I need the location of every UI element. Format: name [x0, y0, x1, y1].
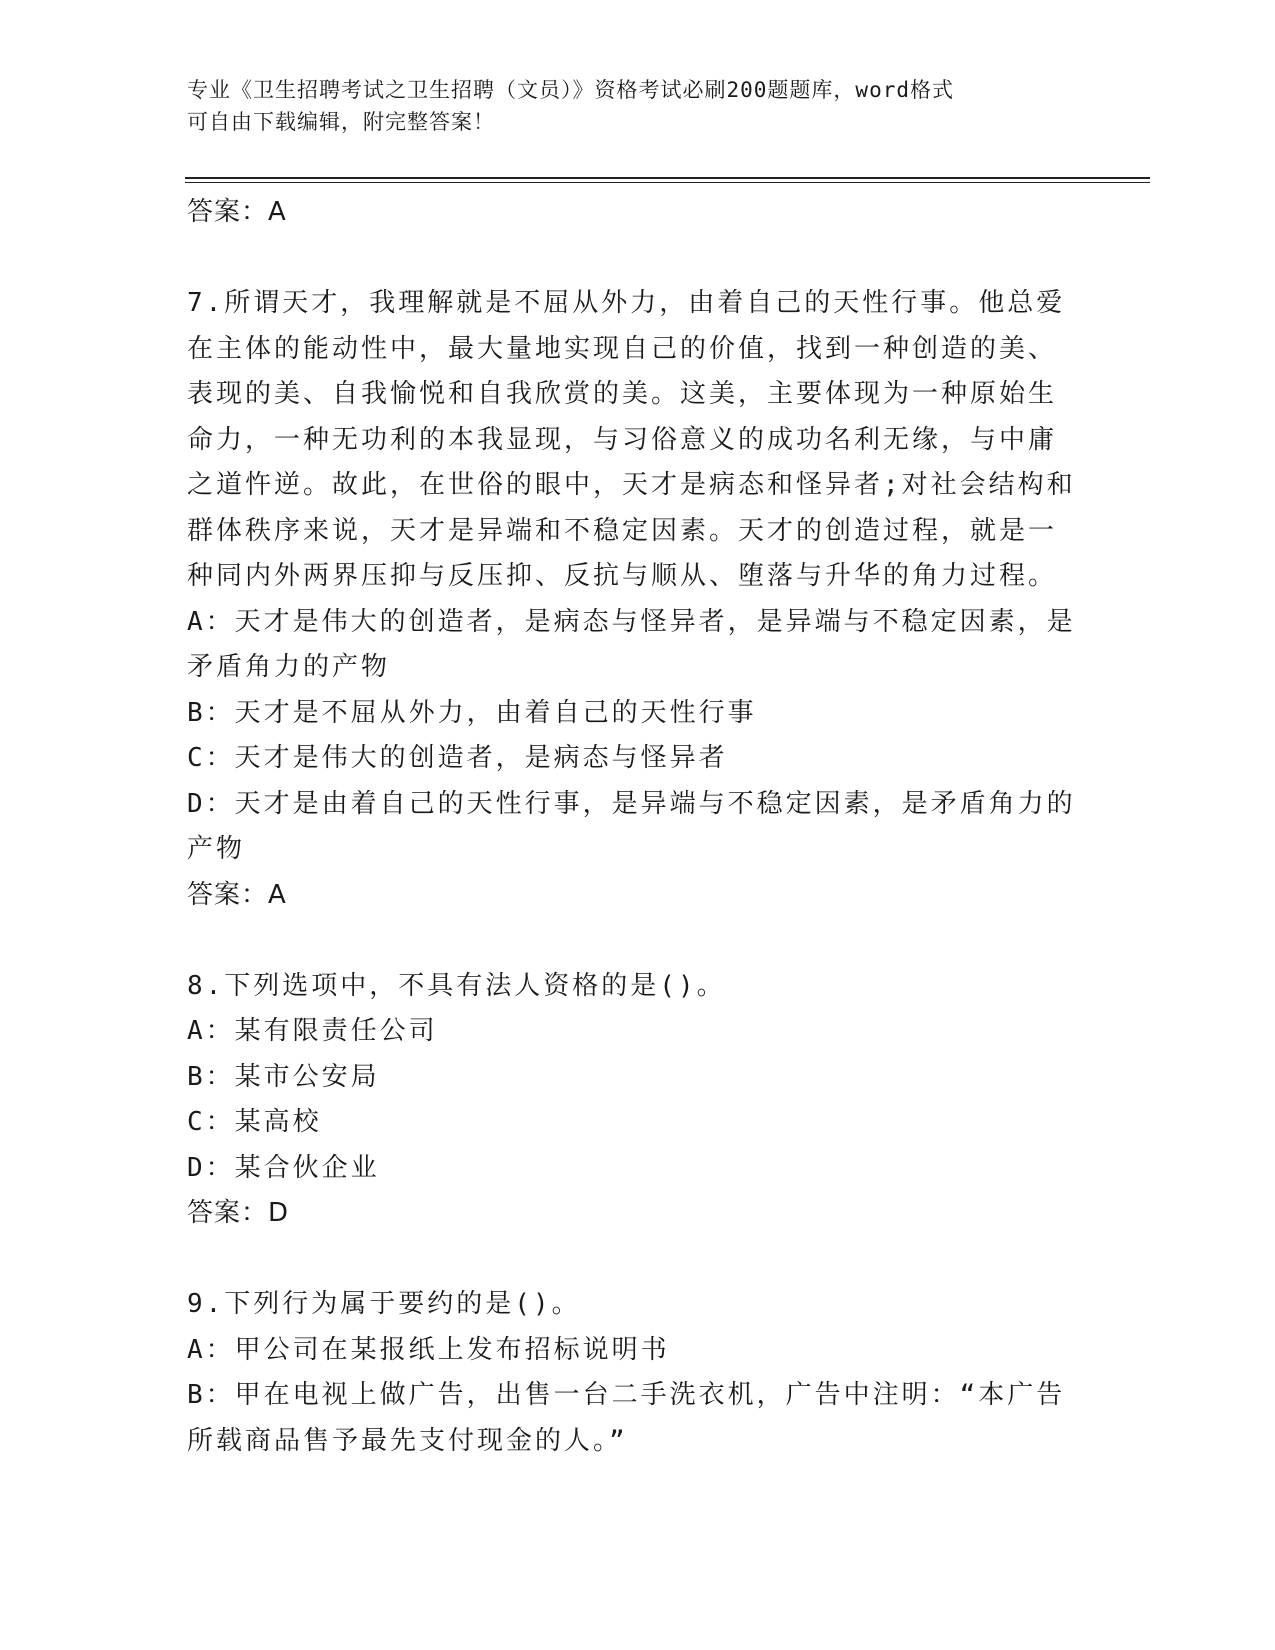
answer-prev: 答案：A — [187, 197, 287, 227]
spacer — [187, 1237, 1087, 1283]
document-body — [187, 190, 1087, 1464]
question-9-option-b: B：甲在电视上做广告，出售一台二手洗衣机，广告中注明：“本广告 — [187, 1380, 1066, 1410]
question-8-option-a: A：某有限责任公司 — [187, 1016, 438, 1046]
question-7-answer: 答案：A — [187, 879, 287, 910]
question-9 — [187, 1282, 1087, 1464]
question-9-option-b-cont: 所载商品售予最先支付现金的人。” — [187, 1425, 628, 1456]
question-7 — [187, 281, 1087, 918]
question-7-line: 7.所谓天才，我理解就是不屈从外力，由着自己的天性行事。他总爱 — [187, 288, 1066, 318]
question-7-option-d-cont: 产物 — [187, 834, 246, 864]
question-7-option-a: A：天才是伟大的创造者，是病态与怪异者，是异端与不稳定因素，是 — [187, 606, 1076, 637]
question-7-line: 之道忤逆。故此，在世俗的眼中，天才是病态和怪异者;对社会结构和 — [187, 470, 1076, 500]
question-7-option-b: B：天才是不屈从外力，由着自己的天性行事 — [187, 697, 757, 728]
question-7-option-d: D：天才是由着自己的天性行事，是异端与不稳定因素，是矛盾角力的 — [187, 788, 1076, 819]
header-rule-thin — [185, 182, 1150, 183]
question-8 — [187, 964, 1087, 1237]
document-header — [187, 74, 1067, 138]
question-9-text: 9.下列行为属于要约的是()。 — [187, 1289, 581, 1319]
question-7-line: 命力，一种无功利的本我显现，与习俗意义的成功名利无缘，与中庸 — [187, 424, 1058, 455]
header-line-1: 专业《卫生招聘考试之卫生招聘（文员）》资格考试必刷200题题库，word格式 — [187, 78, 954, 102]
spacer — [187, 236, 1087, 282]
question-8-text: 8.下列选项中，不具有法人资格的是()。 — [187, 970, 726, 1001]
question-8-option-d: D：某合伙企业 — [187, 1152, 380, 1183]
question-7-line: 种同内外两界压抑与反压抑、反抗与顺从、堕落与升华的角力过程。 — [187, 561, 1058, 591]
question-7-option-c: C：天才是伟大的创造者，是病态与怪异者 — [187, 743, 728, 773]
question-7-line: 在主体的能动性中，最大量地实现自己的价值，找到一种创造的美、 — [187, 333, 1058, 364]
question-7-line: 表现的美、自我愉悦和自我欣赏的美。这美，主要体现为一种原始生 — [187, 379, 1058, 409]
question-8-option-b: B：某市公安局 — [187, 1061, 380, 1092]
spacer — [187, 918, 1087, 964]
header-rule-thick — [185, 177, 1150, 179]
question-9-option-a: A：甲公司在某报纸上发布招标说明书 — [187, 1334, 670, 1365]
question-7-line: 群体秩序来说，天才是异端和不稳定因素。天才的创造过程，就是一 — [187, 515, 1058, 546]
question-8-answer: 答案：D — [187, 1198, 290, 1228]
header-line-2: 可自由下载编辑，附完整答案！ — [187, 110, 495, 134]
question-8-option-c: C：某高校 — [187, 1107, 322, 1137]
question-7-option-a-cont: 矛盾角力的产物 — [187, 652, 391, 682]
